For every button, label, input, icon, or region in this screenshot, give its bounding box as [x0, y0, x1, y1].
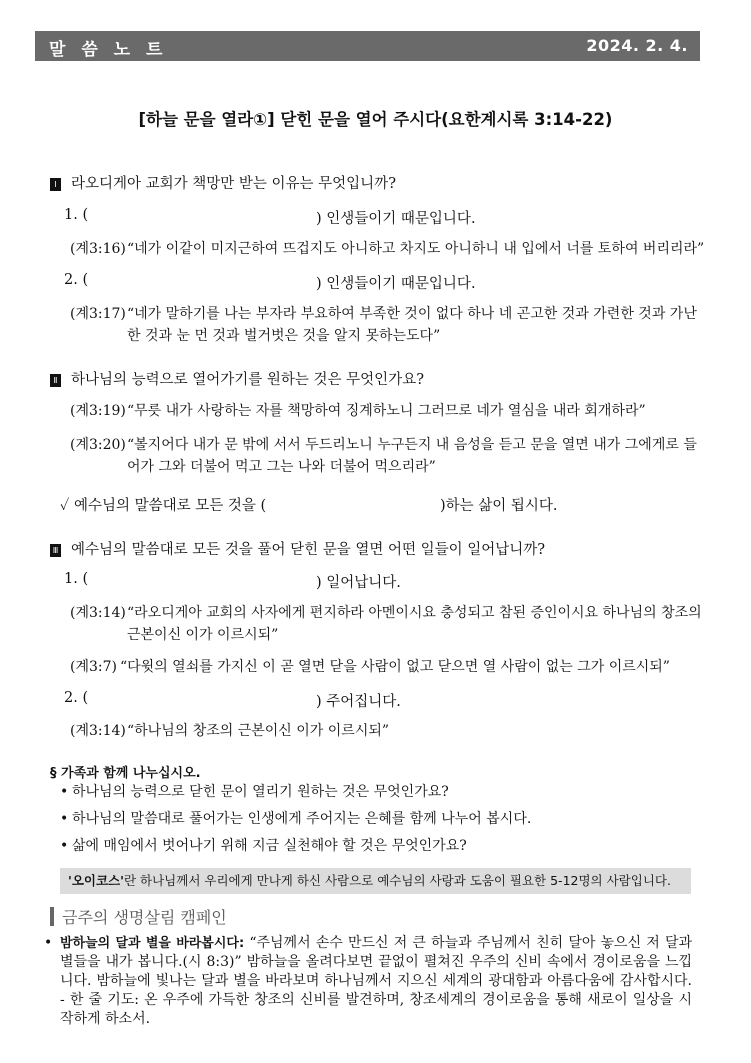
- blank-close: ) 인생들이기 때문입니다.: [316, 211, 476, 227]
- campaign-lead: 밤하늘의 달과 별을 바라봅시다:: [60, 936, 245, 951]
- family-question-text: 하나님의 말씀대로 풀어가는 인생에게 주어지는 은혜를 함께 나누어 봅시다.: [72, 811, 532, 827]
- answer-blank: [64, 207, 476, 227]
- question-text: 라오디게아 교회가 책망만 받는 이유는 무엇입니까?: [71, 176, 396, 192]
- question-2: [50, 368, 424, 389]
- verse: [70, 238, 710, 260]
- family-question-text: 하나님의 능력으로 닫힌 문이 열리기 원하는 것은 무엇인가요?: [72, 784, 449, 800]
- oikos-text: 란 하나님께서 우리에게 만나게 하신 사람으로 예수님의 사랑과 도움이 필요한 5-12명의 사람입니다.: [123, 873, 671, 888]
- question-text: 하나님의 능력으로 열어가기를 원하는 것은 무엇인가요?: [71, 372, 424, 388]
- verse-ref: (계3:17): [70, 306, 126, 322]
- family-question: [60, 808, 531, 828]
- section-numeral: Ⅲ: [50, 544, 61, 557]
- header-date: 2024. 2. 4.: [586, 36, 688, 55]
- blank-open: 예수님의 말씀대로 모든 것을 (: [73, 498, 267, 514]
- question-3: [50, 538, 545, 559]
- oikos-term: '오이코스': [68, 873, 124, 888]
- verse-text: “라오디게아 교회의 사자에게 편지하라 아멘이시요 충성되고 참된 증인이시요 하나님의 창조의 근본이신 이가 이르시되”: [127, 605, 702, 643]
- verse: [70, 303, 710, 347]
- verse: [70, 720, 710, 742]
- verse-ref: (계3:7): [70, 659, 117, 675]
- answer-blank: [64, 690, 401, 710]
- verse: [70, 656, 710, 678]
- oikos-note: [60, 868, 691, 894]
- question-text: 예수님의 말씀대로 모든 것을 풀어 닫힌 문을 열면 어떤 일들이 일어납니까?: [71, 542, 546, 558]
- bullet-icon: •: [60, 784, 69, 800]
- practice-blank: [60, 494, 558, 515]
- verse-ref: (계3:14): [70, 605, 126, 621]
- campaign-heading: [50, 905, 227, 927]
- question-1: [50, 172, 396, 193]
- bullet-icon: •: [60, 838, 69, 854]
- answer-blank: [64, 272, 476, 292]
- section-numeral: Ⅱ: [50, 374, 61, 387]
- family-heading: § 가족과 함께 나누십시오.: [50, 766, 201, 781]
- sermon-title: [하늘 문을 열라①] 닫힌 문을 열어 주시다(요한계시록 3:14-22): [138, 110, 613, 129]
- blank-open: 1. (: [64, 571, 89, 587]
- verse-text: “네가 이같이 미지근하여 뜨겁지도 아니하고 차지도 아니하니 내 입에서 너를 토하여 버리리라”: [127, 241, 705, 257]
- verse-ref: (계3:14): [70, 723, 126, 739]
- campaign-heading-text: 금주의 생명살림 캠페인: [62, 908, 227, 927]
- family-question: [60, 781, 449, 801]
- bullet-icon: •: [44, 935, 53, 951]
- blank-close: ) 일어납니다.: [316, 575, 401, 591]
- campaign-text: “주님께서 손수 만드신 저 큰 하늘과 주님께서 친히 달아 놓으신 저 달과 별들을 내가 봅니다.(시 8:3)” 밤하늘을 올려다보면 끝없이 펼쳐진 우주의 신비 속에서 경이로움을 느낍니다. 밤하늘에 빛나는 달과 별을 바라보며 하나님께서 지으신 세계의 광대함과 아름다움에 감사합시다. - 한 줄 기도: 온 우주에 가득한 창조의 신비를 발견하며, 창조세계의 경이로움을 통해 새로이 일상을 시작하게 하소서.: [60, 935, 693, 1027]
- verse-text: “볼지어다 내가 문 밖에 서서 두드리노니 누구든지 내 음성을 듣고 문을 열면 내가 그에게로 들어가 그와 더불어 먹고 그는 나와 더불어 먹으리라”: [127, 437, 697, 475]
- family-question-text: 삶에 매임에서 벗어나기 위해 지금 실천해야 할 것은 무엇인가요?: [72, 838, 467, 854]
- check-icon: ✓: [60, 498, 70, 514]
- blank-close: )하는 삶이 됩시다.: [440, 498, 558, 514]
- bullet-icon: •: [60, 811, 69, 827]
- blank-close: ) 인생들이기 때문입니다.: [316, 276, 476, 292]
- verse-text: “무릇 내가 사랑하는 자를 책망하여 징계하노니 그러므로 네가 열심을 내라 회개하라”: [127, 403, 646, 419]
- blank-close: ) 주어집니다.: [316, 694, 401, 710]
- campaign-body: [44, 934, 693, 1029]
- page-header: [35, 31, 700, 61]
- header-title: 말 씀 노 트: [49, 40, 168, 60]
- blank-open: 2. (: [64, 272, 89, 288]
- family-question: [60, 835, 467, 855]
- blank-open: 1. (: [64, 207, 89, 223]
- verse-text: “네가 말하기를 나는 부자라 부요하여 부족한 것이 없다 하나 네 곤고한 것과 가련한 것과 가난한 것과 눈 먼 것과 벌거벗은 것을 알지 못하는도다”: [127, 306, 697, 344]
- verse-ref: (계3:20): [70, 437, 126, 453]
- verse-ref: (계3:19): [70, 403, 126, 419]
- heading-bar: [50, 907, 54, 926]
- verse-text: “하나님의 창조의 근본이신 이가 이르시되”: [127, 723, 390, 739]
- verse-text: “다윗의 열쇠를 가지신 이 곧 열면 닫을 사람이 없고 닫으면 열 사람이 없는 그가 이르시되”: [120, 659, 670, 675]
- answer-blank: [64, 571, 401, 591]
- verse: [70, 434, 710, 478]
- verse: [70, 602, 710, 646]
- section-numeral: Ⅰ: [50, 178, 61, 191]
- verse: [70, 400, 710, 422]
- verse-ref: (계3:16): [70, 241, 126, 257]
- blank-open: 2. (: [64, 690, 89, 706]
